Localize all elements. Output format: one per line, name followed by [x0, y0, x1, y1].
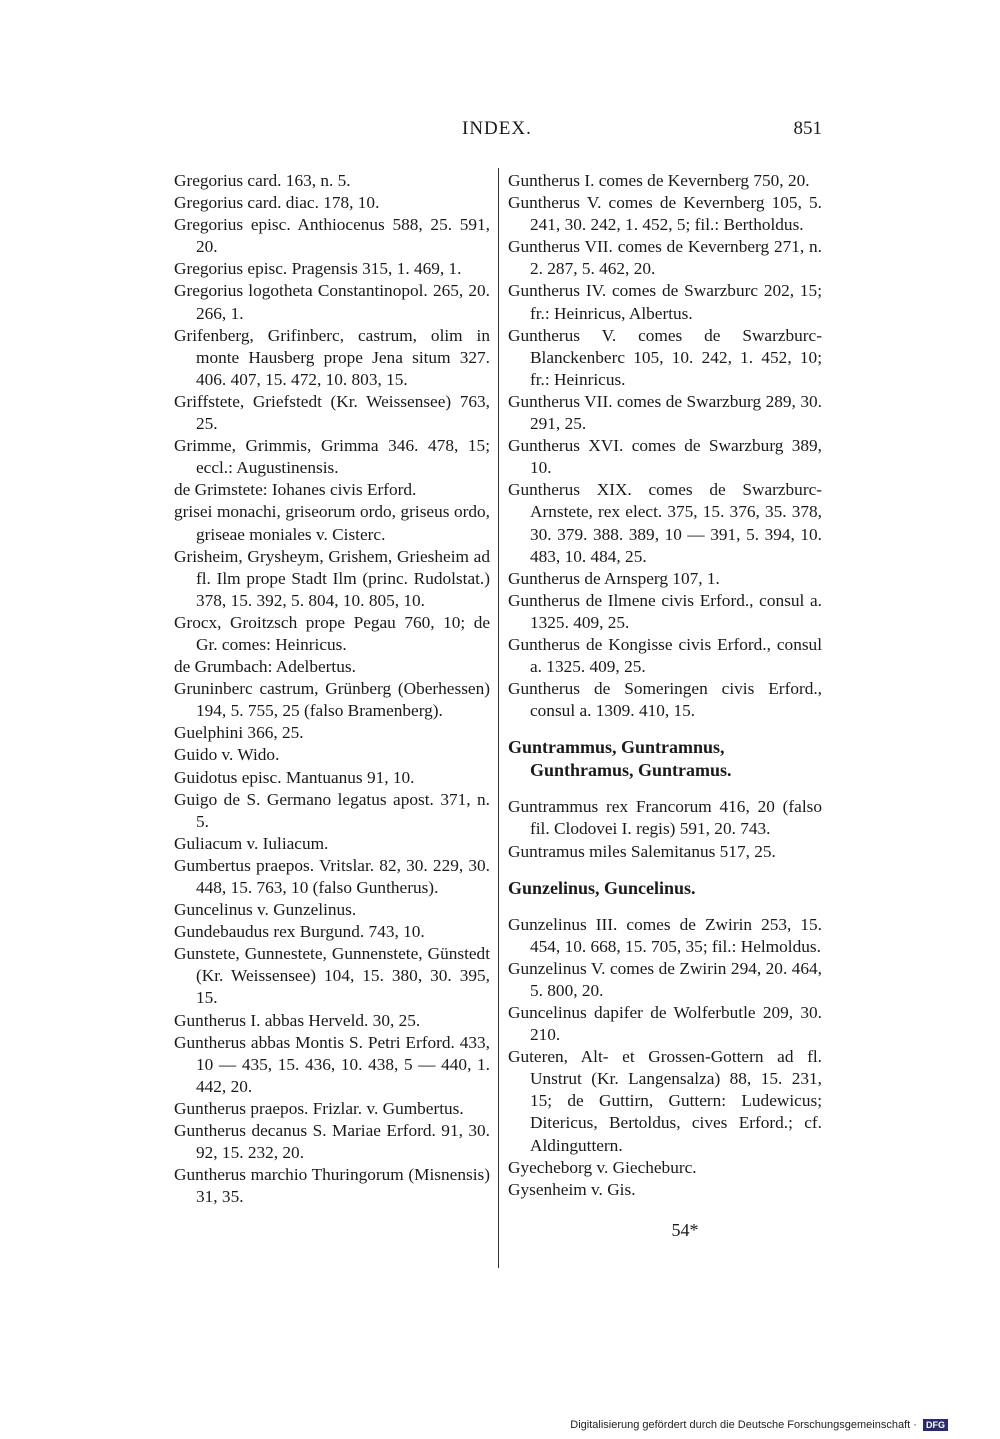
index-entry: Guntherus de Arnsperg 107, 1.	[508, 568, 720, 588]
index-entry: Guntherus I. comes de Kevernberg 750, 20.	[508, 171, 810, 190]
dfg-logo: DFG	[923, 1419, 948, 1431]
index-entry: Guntherus XVI. comes de Swarzburg 389, 10.	[508, 436, 822, 478]
index-entry: Guntrammus rex Francorum 416, 20 (falso fil. Clodovei I. regis) 591, 20. 743.	[508, 797, 822, 839]
signature-mark: 54*	[671, 1219, 699, 1240]
index-entry: Guntherus XIX. comes de Swarzburc-Arnstete, rex elect. 375, 15. 376, 35. 378, 30. 379. 388. 389, 10 — 391, 5. 394, 10. 483, 10. 484, 25.	[508, 480, 822, 566]
index-entry: Gregorius card. diac. 178, 10.	[174, 193, 380, 213]
index-entry: Guido v. Wido.	[174, 745, 280, 765]
index-entry: Guntherus de Someringen civis Erford., consul a. 1309. 410, 15.	[508, 679, 822, 721]
page-header-title: INDEX.	[462, 118, 532, 139]
footer-text: Digitalisierung gefördert durch die Deutsche Forschungsgemeinschaft ·	[570, 1418, 917, 1431]
index-entry: Guidotus episc. Mantuanus 91, 10.	[174, 767, 415, 787]
index-entry: Guntherus decanus S. Mariae Erford. 91, 30. 92, 15. 232, 20.	[174, 1121, 490, 1163]
index-entry: Guncelinus dapifer de Wolferbutle 209, 30. 210.	[508, 1003, 822, 1045]
index-entry: Guntherus VII. comes de Kevernberg 271, n. 2. 287, 5. 462, 20.	[508, 237, 822, 279]
index-entry: Gunzelinus III. comes de Zwirin 253, 15. 454, 10. 668, 15. 705, 35; fil.: Helmoldus.	[508, 914, 822, 956]
index-entry: Grifenberg, Grifinberc, castrum, olim in monte Hausberg prope Jena situm 327. 406. 407, 15. 472, 10. 803, 15.	[174, 325, 490, 389]
index-entry: Grisheim, Grysheym, Grishem, Griesheim ad fl. Ilm prope Stadt Ilm (princ. Rudolstat.) 378, 15. 392, 5. 804, 10. 805, 10.	[174, 546, 490, 610]
index-entry: Guntherus I. abbas Herveld. 30, 25.	[174, 1010, 421, 1030]
index-entry: Grimme, Grimmis, Grimma 346. 478, 15; eccl.: Augustinensis.	[174, 436, 490, 478]
index-entry: Gunstete, Gunnestete, Gunnenstete, Günstedt (Kr. Weissensee) 104, 15. 380, 30. 395, 15.	[174, 944, 490, 1008]
index-entry: Guntherus de Kongisse civis Erford., consul a. 1325. 409, 25.	[508, 634, 822, 677]
index-entry: Gyecheborg v. Giecheburc.	[508, 1157, 697, 1177]
footer-credit	[570, 1419, 948, 1431]
index-entry: Guntherus VII. comes de Swarzburg 289, 30. 291, 25.	[508, 391, 822, 434]
index-entry: Guigo de S. Germano legatus apost. 371, n. 5.	[174, 789, 490, 831]
index-column-left	[174, 170, 490, 1208]
index-entry: Guncelinus v. Gunzelinus.	[174, 900, 357, 920]
section-heading-guntrammus: Guntrammus, Guntramnus, Gunthramus, Guntramus.	[508, 737, 732, 781]
index-entry: Gregorius logotheta Constantinopol. 265, 20. 266, 1.	[174, 281, 490, 323]
index-entry: Guntherus V. comes de Swarzburc-Blanckenberc 105, 10. 242, 1. 452, 10; fr.: Heinricus.	[508, 325, 822, 389]
index-entry: Guntherus IV. comes de Swarzburc 202, 15; fr.: Heinricus, Albertus.	[508, 281, 822, 323]
index-entry: Guntherus marchio Thuringorum (Misnensis) 31, 35.	[174, 1165, 490, 1207]
page-number: 851	[793, 118, 822, 139]
index-entry: Guntherus de Ilmene civis Erford., consul a. 1325. 409, 25.	[508, 590, 822, 632]
index-entry: Gunzelinus V. comes de Zwirin 294, 20. 464, 5. 800, 20.	[508, 958, 822, 1000]
index-entry: Gregorius episc. Anthiocenus 588, 25. 591, 20.	[174, 215, 490, 257]
index-entry: de Grumbach: Adelbertus.	[174, 657, 356, 677]
index-entry: grisei monachi, griseorum ordo, griseus ordo, griseae moniales v. Cisterc.	[174, 502, 490, 544]
index-entry: Gruninberc castrum, Grünberg (Oberhessen) 194, 5. 755, 25 (falso Bramenberg).	[174, 679, 490, 721]
index-column-right	[508, 170, 822, 1241]
index-entry: Guelphini 366, 25.	[174, 723, 304, 743]
column-divider	[498, 168, 499, 1268]
index-entry: Guliacum v. Iuliacum.	[174, 833, 329, 853]
index-entry: Guteren, Alt- et Grossen-Gottern ad fl. Unstrut (Kr. Langensalza) 88, 15. 231, 15; de Guttirn, Guttern: Ludewicus; Ditericus, Bertoldus, cives Erford.; cf. Aldinguttern.	[508, 1047, 822, 1155]
index-entry: Gysenheim v. Gis.	[508, 1179, 636, 1199]
index-entry: Griffstete, Griefstedt (Kr. Weissensee) 763, 25.	[174, 391, 490, 434]
index-entry: Guntherus abbas Montis S. Petri Erford. 433, 10 — 435, 15. 436, 10. 438, 5 — 440, 1. 442, 20.	[174, 1032, 490, 1096]
index-entry: Gundebaudus rex Burgund. 743, 10.	[174, 922, 425, 942]
section-heading-gunzelinus: Gunzelinus, Guncelinus.	[508, 877, 696, 898]
index-entry: Guntramus miles Salemitanus 517, 25.	[508, 841, 776, 861]
index-entry: de Grimstete: Iohanes civis Erford.	[174, 480, 417, 500]
index-entry: Guntherus praepos. Frizlar. v. Gumbertus.	[174, 1098, 464, 1118]
index-entry: Gregorius episc. Pragensis 315, 1. 469, 1.	[174, 259, 462, 279]
index-entry: Gregorius card. 163, n. 5.	[174, 171, 351, 190]
index-entry: Guntherus V. comes de Kevernberg 105, 5. 241, 30. 242, 1. 452, 5; fil.: Bertholdus.	[508, 193, 822, 235]
index-entry: Gumbertus praepos. Vritslar. 82, 30. 229, 30. 448, 15. 763, 10 (falso Guntherus).	[174, 855, 490, 897]
index-entry: Grocx, Groitzsch prope Pegau 760, 10; de Gr. comes: Heinricus.	[174, 612, 490, 654]
